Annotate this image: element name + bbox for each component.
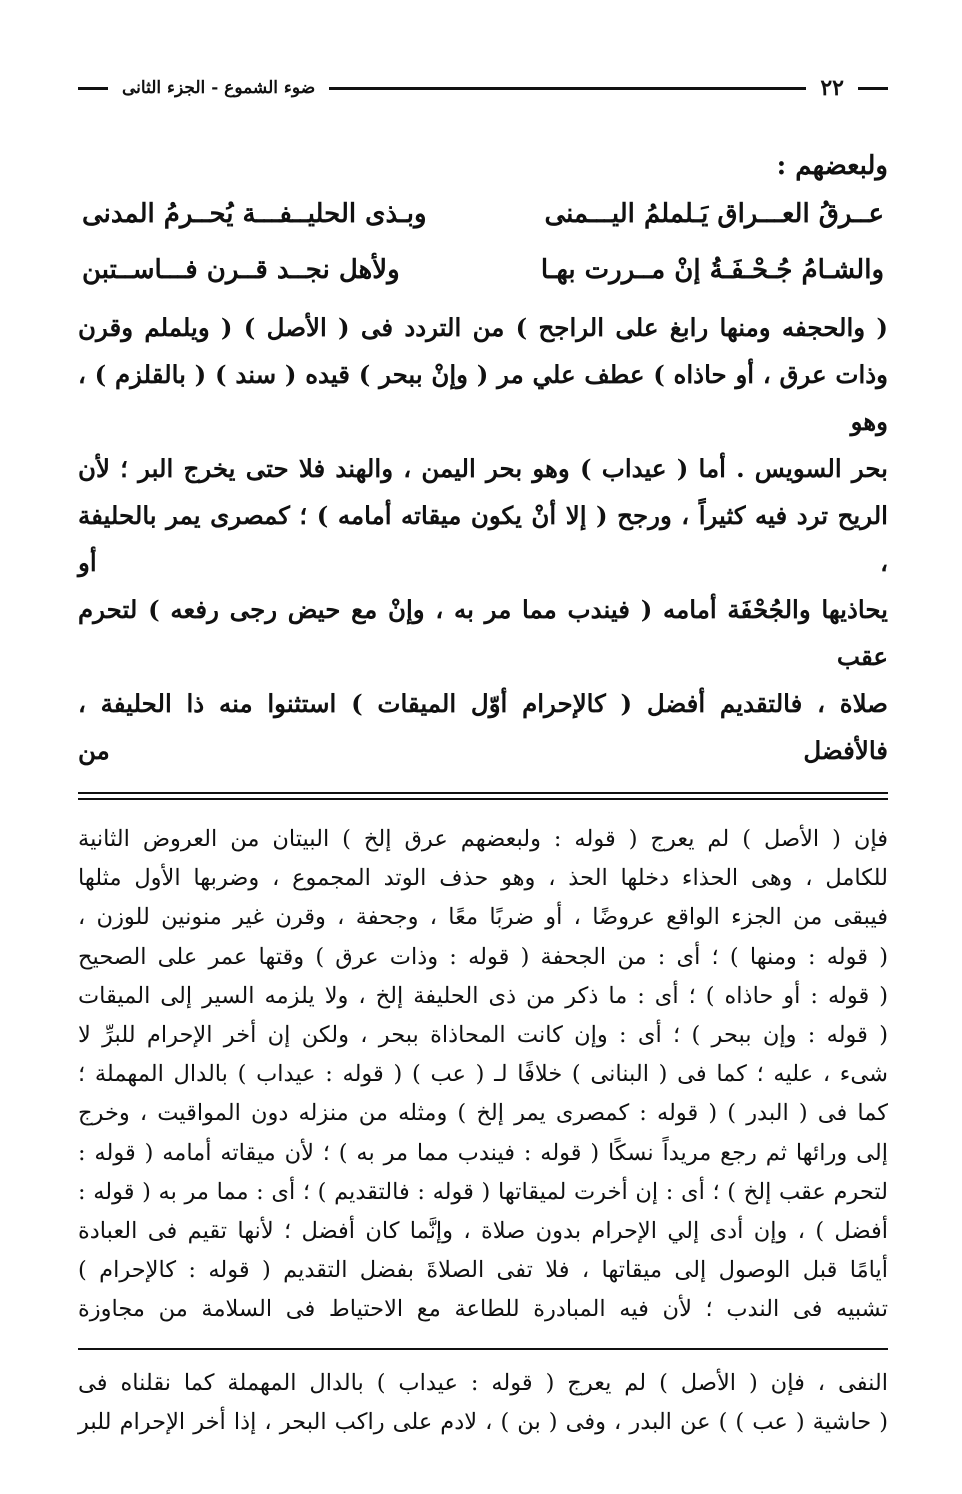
verse-line: [78, 242, 888, 298]
commentary-line: للكامل ، وهى الحذاء دخلها الحذ ، وهو حذف الوتد المجموع ، وضربها الأول مثلها: [78, 865, 888, 892]
page-number: ٢٢: [820, 75, 844, 101]
footnote-divider: [78, 1348, 888, 1350]
main-text-line: يحاذيها والجُحْفَة أمامه ( فيندب مما مر به ، وإنْ مع حيض رجى رفعه ) لتحرم عقب: [78, 595, 888, 671]
commentary-line: ( قوله : أو حاذاه ) ؛ أى : ما ذكر من ذى الحليفة إلخ ، ولا يلزمه السير إلى الميقات: [78, 982, 888, 1009]
footnote-line: النفى ، فإن ( الأصل ) لم يعرج ( قوله : عيداب ) بالدال المهملة كما نقلناه فى: [78, 1369, 888, 1396]
commentary-line: ( قوله : وإن ببحر ) ؛ أى : وإن كانت المحاذاة ببحر ، ولكن إن أخر الإحرام للبرِّ لا: [78, 1022, 888, 1049]
footnote-line: ( حاشية ( عب ) ) عن البدر ، وفى ( بن ) ، لادم على راكب البحر ، إذا أخر الإحرام للبر: [78, 1409, 888, 1436]
main-text-line: وذات عرق ، أو حاذاه ) عطف علي مر ( وإنْ ببحر ) قيده ( سند ) ( بالقلزم ) ، وهو: [78, 360, 888, 436]
commentary-line: شىء ، عليه ؛ كما فى ( البنانى ) خلافًا لـ ( عب ) ( قوله : عيداب ) بالدال المهملة ؛: [78, 1061, 888, 1088]
book-title: ضوء الشموع - الجزء الثانى: [122, 78, 316, 98]
book-page: [78, 70, 888, 1443]
commentary: [78, 820, 888, 1330]
main-text-line: ( والحجفه ومنها رابغ على الراجح ) من التردد فى ( الأصل ) ( ويلملم وقرن: [78, 313, 888, 342]
verse-line: [78, 186, 888, 242]
main-text-line: صلاة ، فالتقديم أفضل ( كالإحرام أوّل الميقات ) استثنوا منه ذا الحليفة ، فالأفضل من: [78, 689, 888, 765]
commentary-line: أفضل ) ، وإن أدى إلي الإحرام بدون صلاة ، وإنَّما كان أفضل ؛ لأنها تقيم فى العبادة: [78, 1218, 888, 1245]
commentary-line: أيامًا قبل الوصول إلى ميقاتها ، فلا تفى الصلاةَ بفضل التقديم ( قوله : كالإحرام ): [78, 1257, 888, 1284]
header-dash: [78, 87, 108, 90]
header-rule: [329, 87, 806, 90]
verse-hemistich-second: وبـذى الحليــفـــة يُحــرمُ المدنى: [82, 199, 427, 229]
commentary-line: فإن ( الأصل ) لم يعرج ( قوله : ولبعضهم عرق إلخ ) البيتان من العروض الثانية: [78, 826, 888, 852]
verse-intro: ولبعضهم :: [776, 151, 888, 181]
header-dash: [858, 87, 888, 90]
commentary-line: كما فى ( البدر ) ( قوله : كمصرى يمر إلخ ) ومثله من منزله دون المواقيت ، وخرج: [78, 1100, 888, 1127]
commentary-line: إلى ورائها ثم رجع مريداً نسكًا ( قوله : فيندب مما مر به ) ؛ لأن ميقاته أمامه ( قوله :: [78, 1139, 888, 1166]
commentary-line: لتحرم عقب إلخ ) ؛ أى : إن أخرت لميقاتها ( قوله : فالتقديم ) ؛ أى : مما مر به ( قوله :: [78, 1178, 888, 1205]
commentary-line: ( قوله : ومنها ) ؛ أى : من الجحفة ( قوله : وذات عرق ) وقتها عمر على الصحيح: [78, 943, 888, 970]
verse-hemistich-first: والشـامُ جُـحْـفَـةُ إنْ مــررت بهـا: [540, 255, 884, 285]
commentary-line: فيبقى من الجزء الواقع عروضًا ، أو ضربًا معًا ، وجحفة ، وقرن غير منونين للوزن ،: [78, 904, 888, 931]
verse-hemistich-second: ولأهل نجــد قــرن فـــاســتبن: [82, 255, 400, 285]
running-header: [78, 70, 888, 106]
main-text-line: الريح ترد فيه كثيراً ، ورجح ( إلا أنْ يكون ميقاته أمامه ) ؛ كمصرى يمر بالحليفة ، أو: [78, 501, 888, 577]
verse-hemistich-first: عــرقُ العـــراق يَـلملمُ اليـــمنى: [544, 199, 884, 229]
commentary-line: تشبيه فى الندب ؛ لأن فيه المبادرة للطاعة مع الاحتياط فى السلامة من مجاوزة: [78, 1296, 888, 1323]
section-divider: [78, 792, 888, 800]
footnote: [78, 1364, 888, 1443]
main-text-line: بحر السويس . أما ( عيداب ) وهو بحر اليمن ، والهند فلا حتى يخرج البر ؛ لأن: [78, 454, 888, 483]
main-text: [78, 304, 888, 774]
